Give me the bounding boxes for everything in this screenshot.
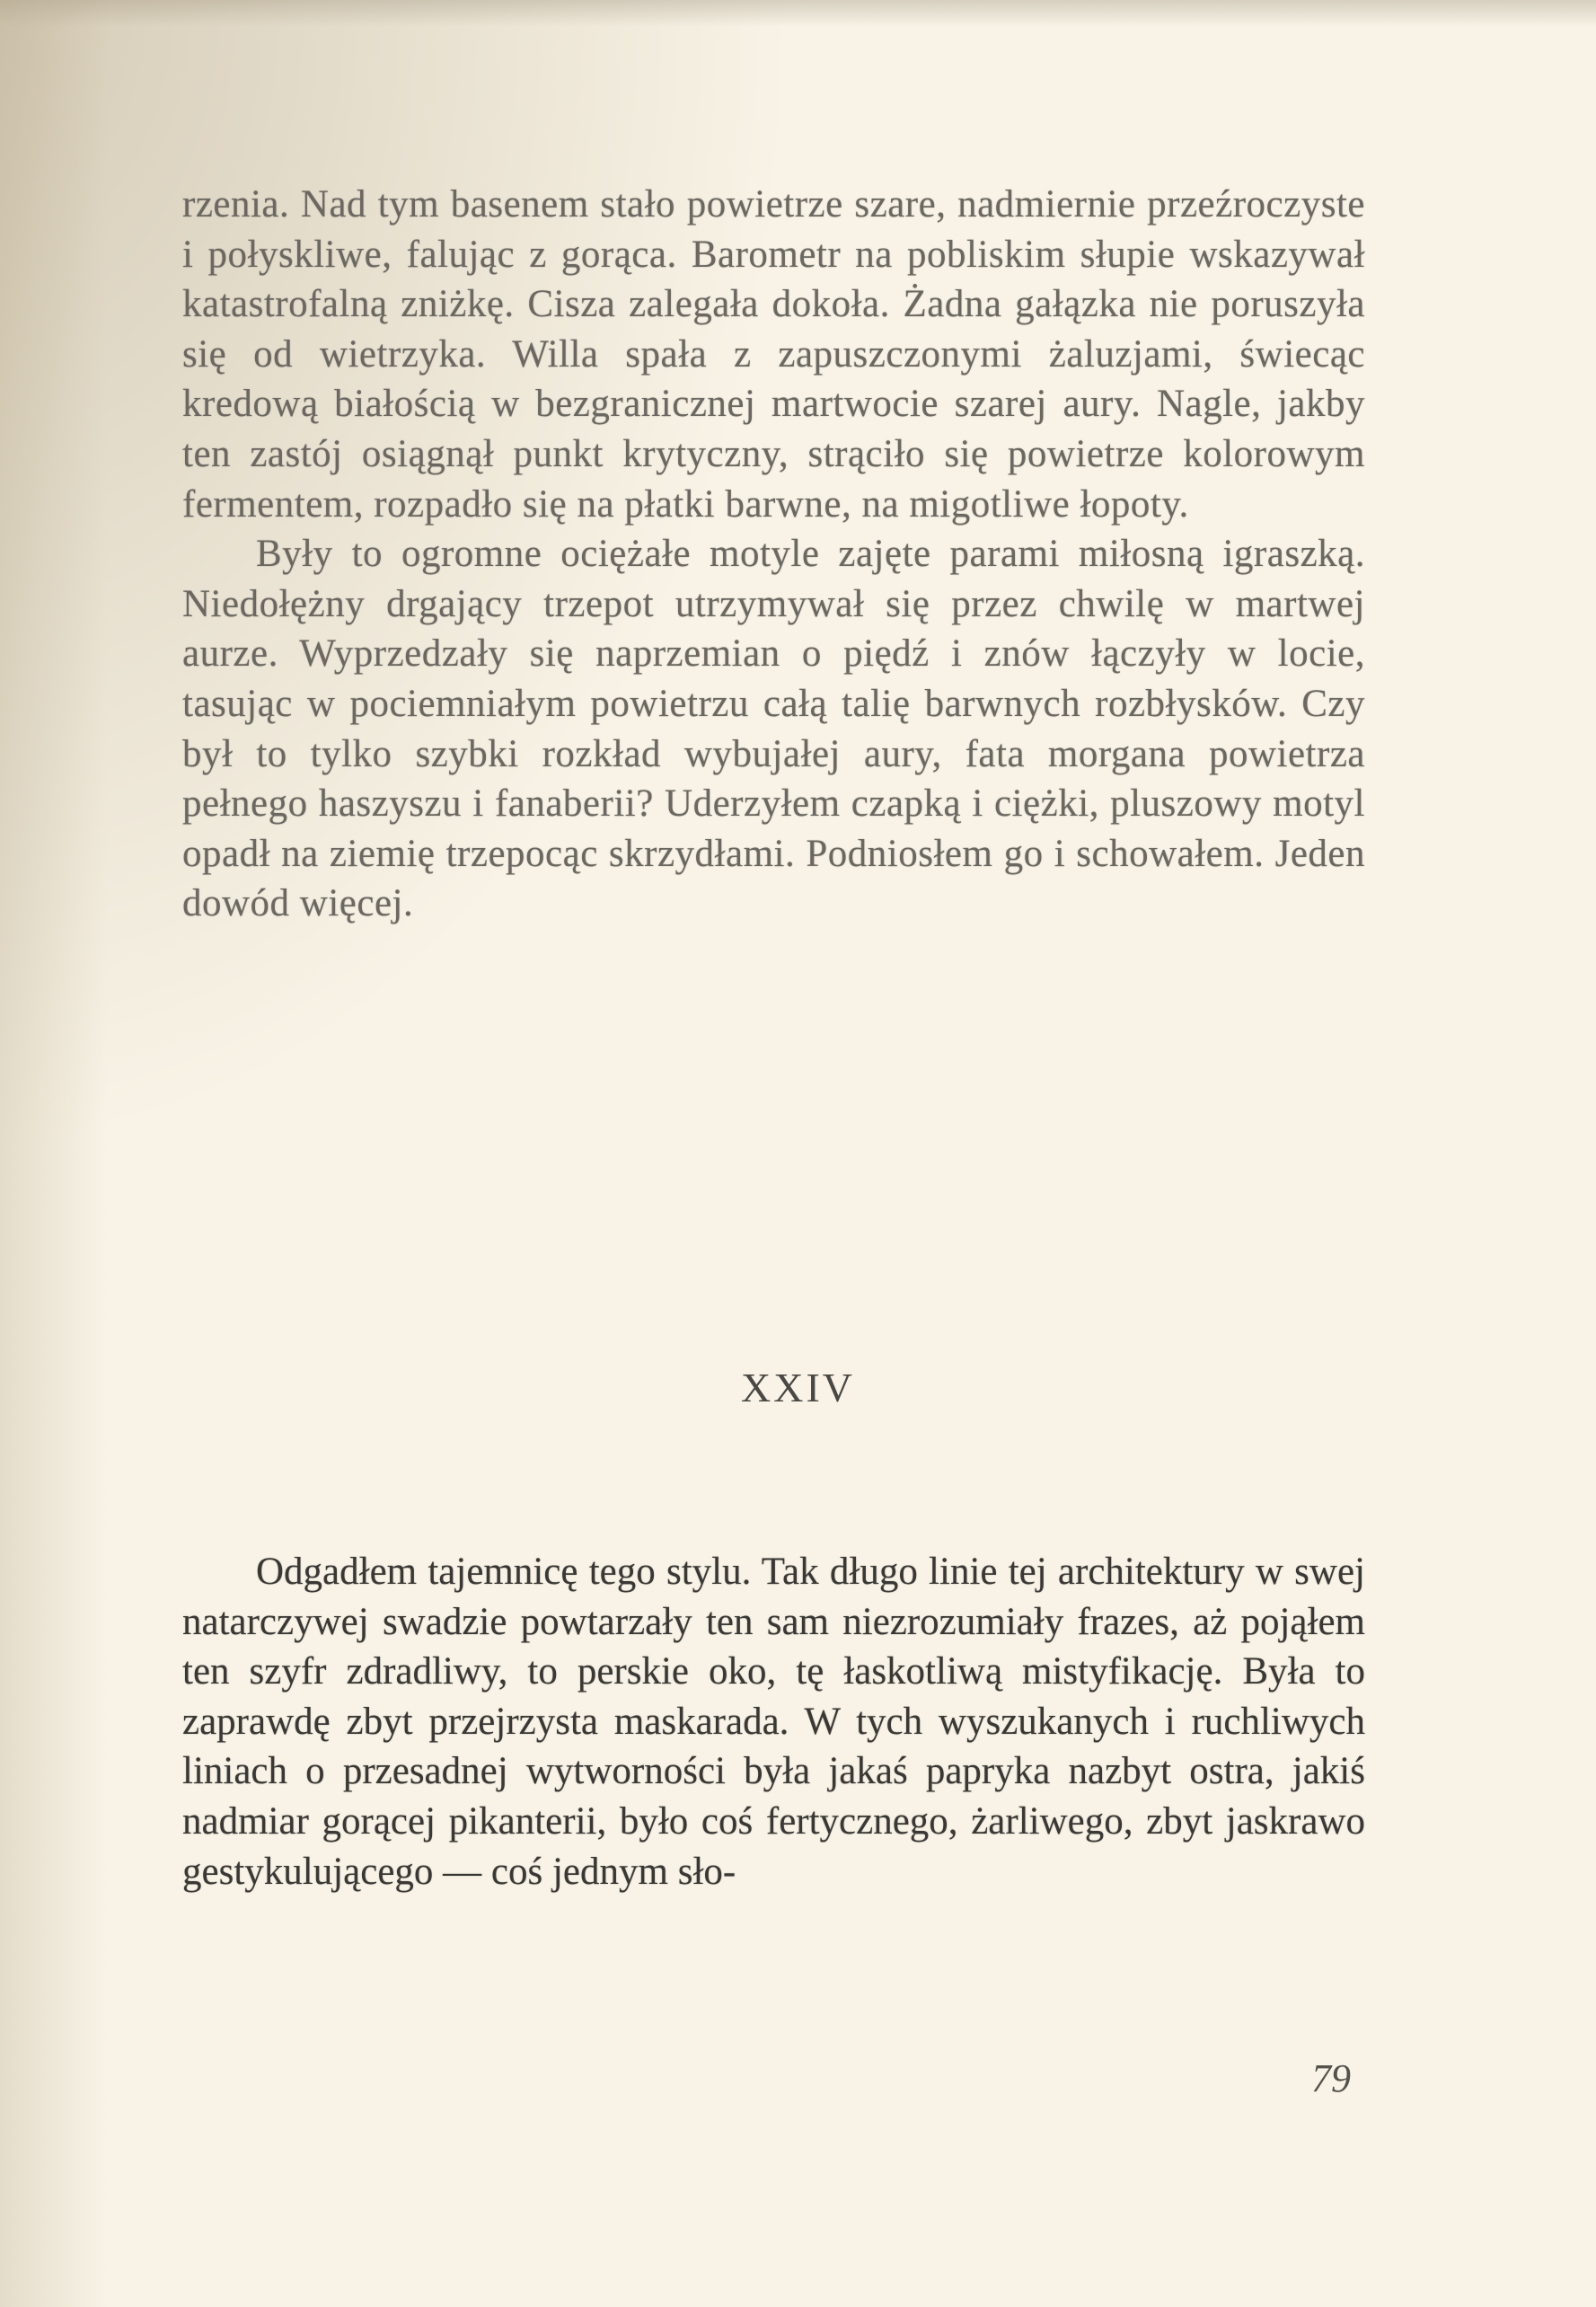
upper-text-block [182,180,1365,929]
paragraph: Były to ogromne ociężałe motyle zajęte parami miłosną igraszką. Niedołężny drgający trzepot utrzymywał się przez chwilę w martwej aurze. Wyprzedzały się naprzemian o piędź i znów łączyły w locie, tasując w pociemniałym powietrzu całą talię barwnych rozbłysków. Czy był to tylko szybki rozkład wybujałej aury, fata morgana powietrza pełnego haszyszu i fanaberii? Uderzyłem czapką i ciężki, pluszowy motyl opadł na ziemię trzepocąc skrzydłami. Podniosłem go i schowałem. Jeden dowód więcej. [182,533,1365,925]
chapter-heading: XXIV [741,1365,855,1410]
paragraph: rzenia. Nad tym basenem stało powietrze szare, nadmiernie przeźroczyste i połyskliwe, falując z gorąca. Barometr na pobliskim słupie wskazywał katastrofalną zniżkę. Cisza zalegała dokoła. Żadna gałązka nie poruszyła się od wietrzyka. Willa spała z zapuszczonymi żaluzjami, świecąc kredową białością w bezgranicznej martwocie szarej aury. Nagle, jakby ten zastój osiągnął punkt krytyczny, strąciło się powietrze kolorowym fermentem, rozpadło się na płatki barwne, na migotliwe łopoty. [182,183,1365,526]
paragraph: Odgadłem tajemnicę tego stylu. Tak długo linie tej architektury w swej natarczywej swadzie powtarzały ten sam niezrozumiały frazes, aż pojąłem ten szyfr zdradliwy, to perskie oko, tę łaskotliwą mistyfikację. Była to zaprawdę zbyt przejrzysta maskarada. W tych wyszukanych i ruchliwych liniach o przesadnej wytworności była jakaś papryka nazbyt ostra, jakiś nadmiar gorącej pikanterii, było coś fertycznego, żarliwego, zbyt jaskrawo gestykulującego — coś jednym sło- [182,1551,1365,1893]
lower-text-block [182,1547,1365,1896]
page-number: 79 [1311,2056,1351,2100]
